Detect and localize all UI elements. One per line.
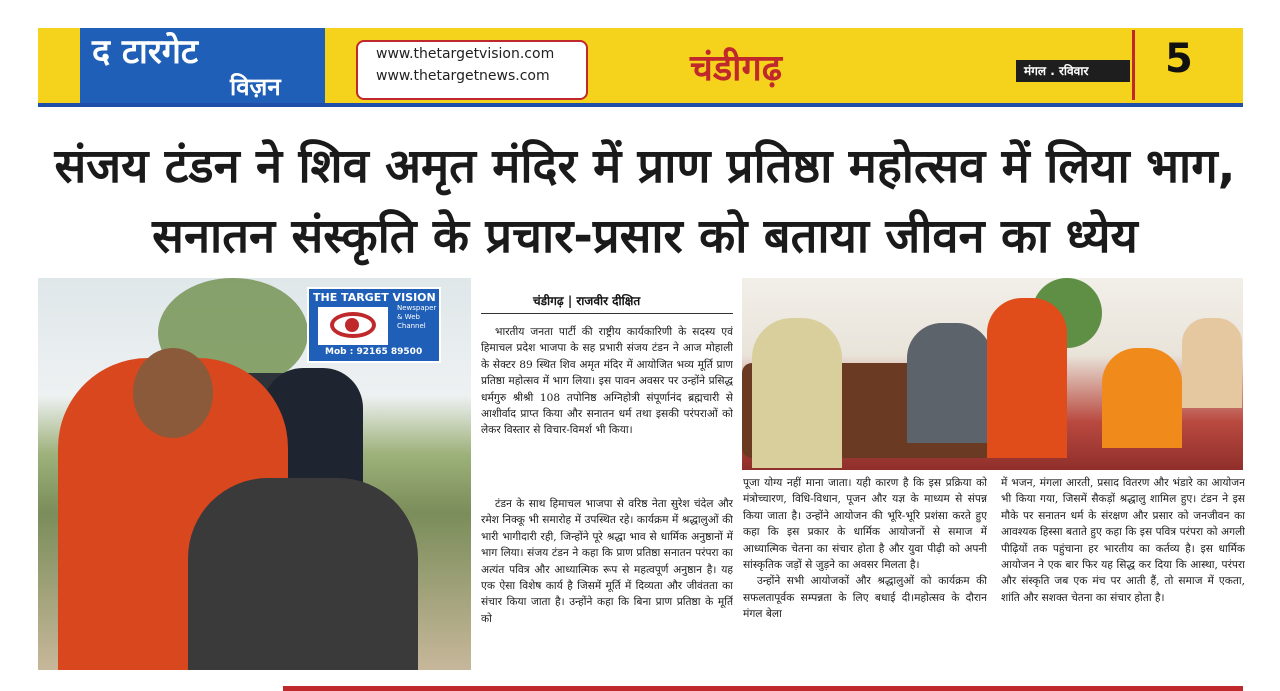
watermark-title: THE TARGET VISION (313, 291, 436, 304)
article-column-3 (1001, 475, 1245, 685)
page-divider (1132, 30, 1135, 100)
saint-figure (987, 298, 1067, 458)
article-column-1-para-2 (481, 496, 733, 686)
article-column-1-para-1 (481, 324, 733, 492)
woman-figure (752, 318, 842, 468)
event-photo-right (742, 278, 1243, 470)
seated-devotee-figure (1102, 348, 1182, 448)
website-link-2[interactable]: www.thetargetnews.com (376, 68, 550, 84)
logo-subtitle: विज़न (230, 73, 281, 101)
edition-city: चंडीगढ़ (690, 48, 782, 89)
article-paragraph: उन्होंने सभी आयोजकों और श्रद्धालुओं को कार्यक्रम की सफलतापूर्वक सम्पन्नता के लिए बधाई दी।महोत्सव के दौरान मंगल बेला (743, 575, 987, 621)
article-paragraph: टंडन के साथ हिमाचल भाजपा से वरिष्ठ नेता सुरेश चंदेल और रमेश निक्कू भी समारोह में उपस्थित रहे। कार्यक्रम में श्रद्धालुओं की भारी भागीदारी रही, जिन्होंने पूरे श्रद्धा भाव से धार्मिक अनुष्ठानों में भाग लिया। संजय टंडन ने कहा कि प्राण प्रतिष्ठा सनातन परंपरा का अत्यंत पवित्र और आध्यात्मिक रूप से महत्वपूर्ण अनुष्ठान है। यह एक ऐसा विशेष कार्य है जिसमें मूर्ति में दिव्यता और जीवंतता का संचार किया जाता है। उन्होंने कहा कि बिना प्राण प्रतिष्ठा के मूर्ति को (481, 498, 733, 625)
article-paragraph: भारतीय जनता पार्टी की राष्ट्रीय कार्यकारिणी के सदस्य एवं हिमाचल प्रदेश भाजपा के सह प्रभारी संजय टंडन ने आज मोहाली के सेक्टर 89 स्थित शिव अमृत मंदिर में आयोजित भव्य मूर्ति प्राण प्रतिष्ठा महोत्सव में भाग लिया। इस पावन अवसर पर उन्होंने प्रसिद्ध धर्मगुरु श्रीश्री 108 तपोनिष्ठ अग्निहोत्री संपूर्णानंद ब्रह्मचारी से आशीर्वाद प्राप्त किया और सनातन धर्म तथा इसकी परंपराओं को लेकर विस्तार से विचार-विमर्श भी किया। (481, 326, 733, 437)
article-headline: संजय टंडन ने शिव अमृत मंदिर में प्राण प्रतिष्ठा महोत्सव में लिया भाग, सनातन संस्कृति के प्रचार-प्रसार को बताया जीवन का ध्येय (54, 139, 1236, 264)
article-paragraph: में भजन, मंगला आरती, प्रसाद वितरण और भंडारे का आयोजन भी किया गया, जिसमें सैकड़ों श्रद्धालु शामिल हुए। टंडन ने इस मौके पर सनातन धर्म के संरक्षण और प्रसार को जनजीवन का आवश्यक हिस्सा बताते हुए कहा कि इस पवित्र परंपरा को अगली पीढ़ियों तक पहुंचाना हर भारतीय का कर्तव्य है। इस धार्मिक आयोजन ने एक बार फिर यह सिद्ध कर दिया कि आस्था, परंपरा और संस्कृति जब एक मंच पर आती हैं, तो समाज में एकता, शांति और सशक्त चेतना का संचार होता है। (1001, 477, 1245, 604)
watermark-side-text: Newspaper & Web Channel (397, 304, 437, 330)
article-paragraph: पूजा योग्य नहीं माना जाता। यही कारण है कि इस प्रक्रिया को मंत्रोच्चारण, विधि-विधान, पूजन और यज्ञ के माध्यम से संपन्न किया जाता है। उन्होंने आयोजन की भूरि-भूरि प्रशंसा करते हुए कहा कि इस प्रकार के धार्मिक आयोजनों से समाज में आध्यात्मिक चेतना का संचार होता है और युवा पीढ़ी को अपनी सांस्कृतिक जड़ों से जुड़ने का अवसर मिलता है। (743, 477, 987, 572)
website-link-1[interactable]: www.thetargetvision.com (376, 46, 555, 62)
masthead-rule (38, 103, 1243, 107)
man-figure (907, 323, 992, 443)
edition-date: मंगल . रविवार (1024, 64, 1089, 78)
eye-pupil-icon (345, 318, 359, 332)
bowing-man-figure (188, 478, 418, 670)
standing-people-figure (1182, 318, 1242, 408)
article-column-2 (743, 475, 987, 685)
byline: चंडीगढ़ | राजवीर दीक्षित (533, 294, 641, 308)
bottom-rule (283, 686, 1243, 691)
logo-title: द टारगेट (92, 32, 199, 72)
page-number: 5 (1165, 36, 1193, 82)
saint-head (133, 348, 213, 438)
watermark-mobile: Mob : 92165 89500 (325, 347, 423, 357)
byline-rule (481, 313, 733, 314)
top-margin (0, 0, 1280, 28)
